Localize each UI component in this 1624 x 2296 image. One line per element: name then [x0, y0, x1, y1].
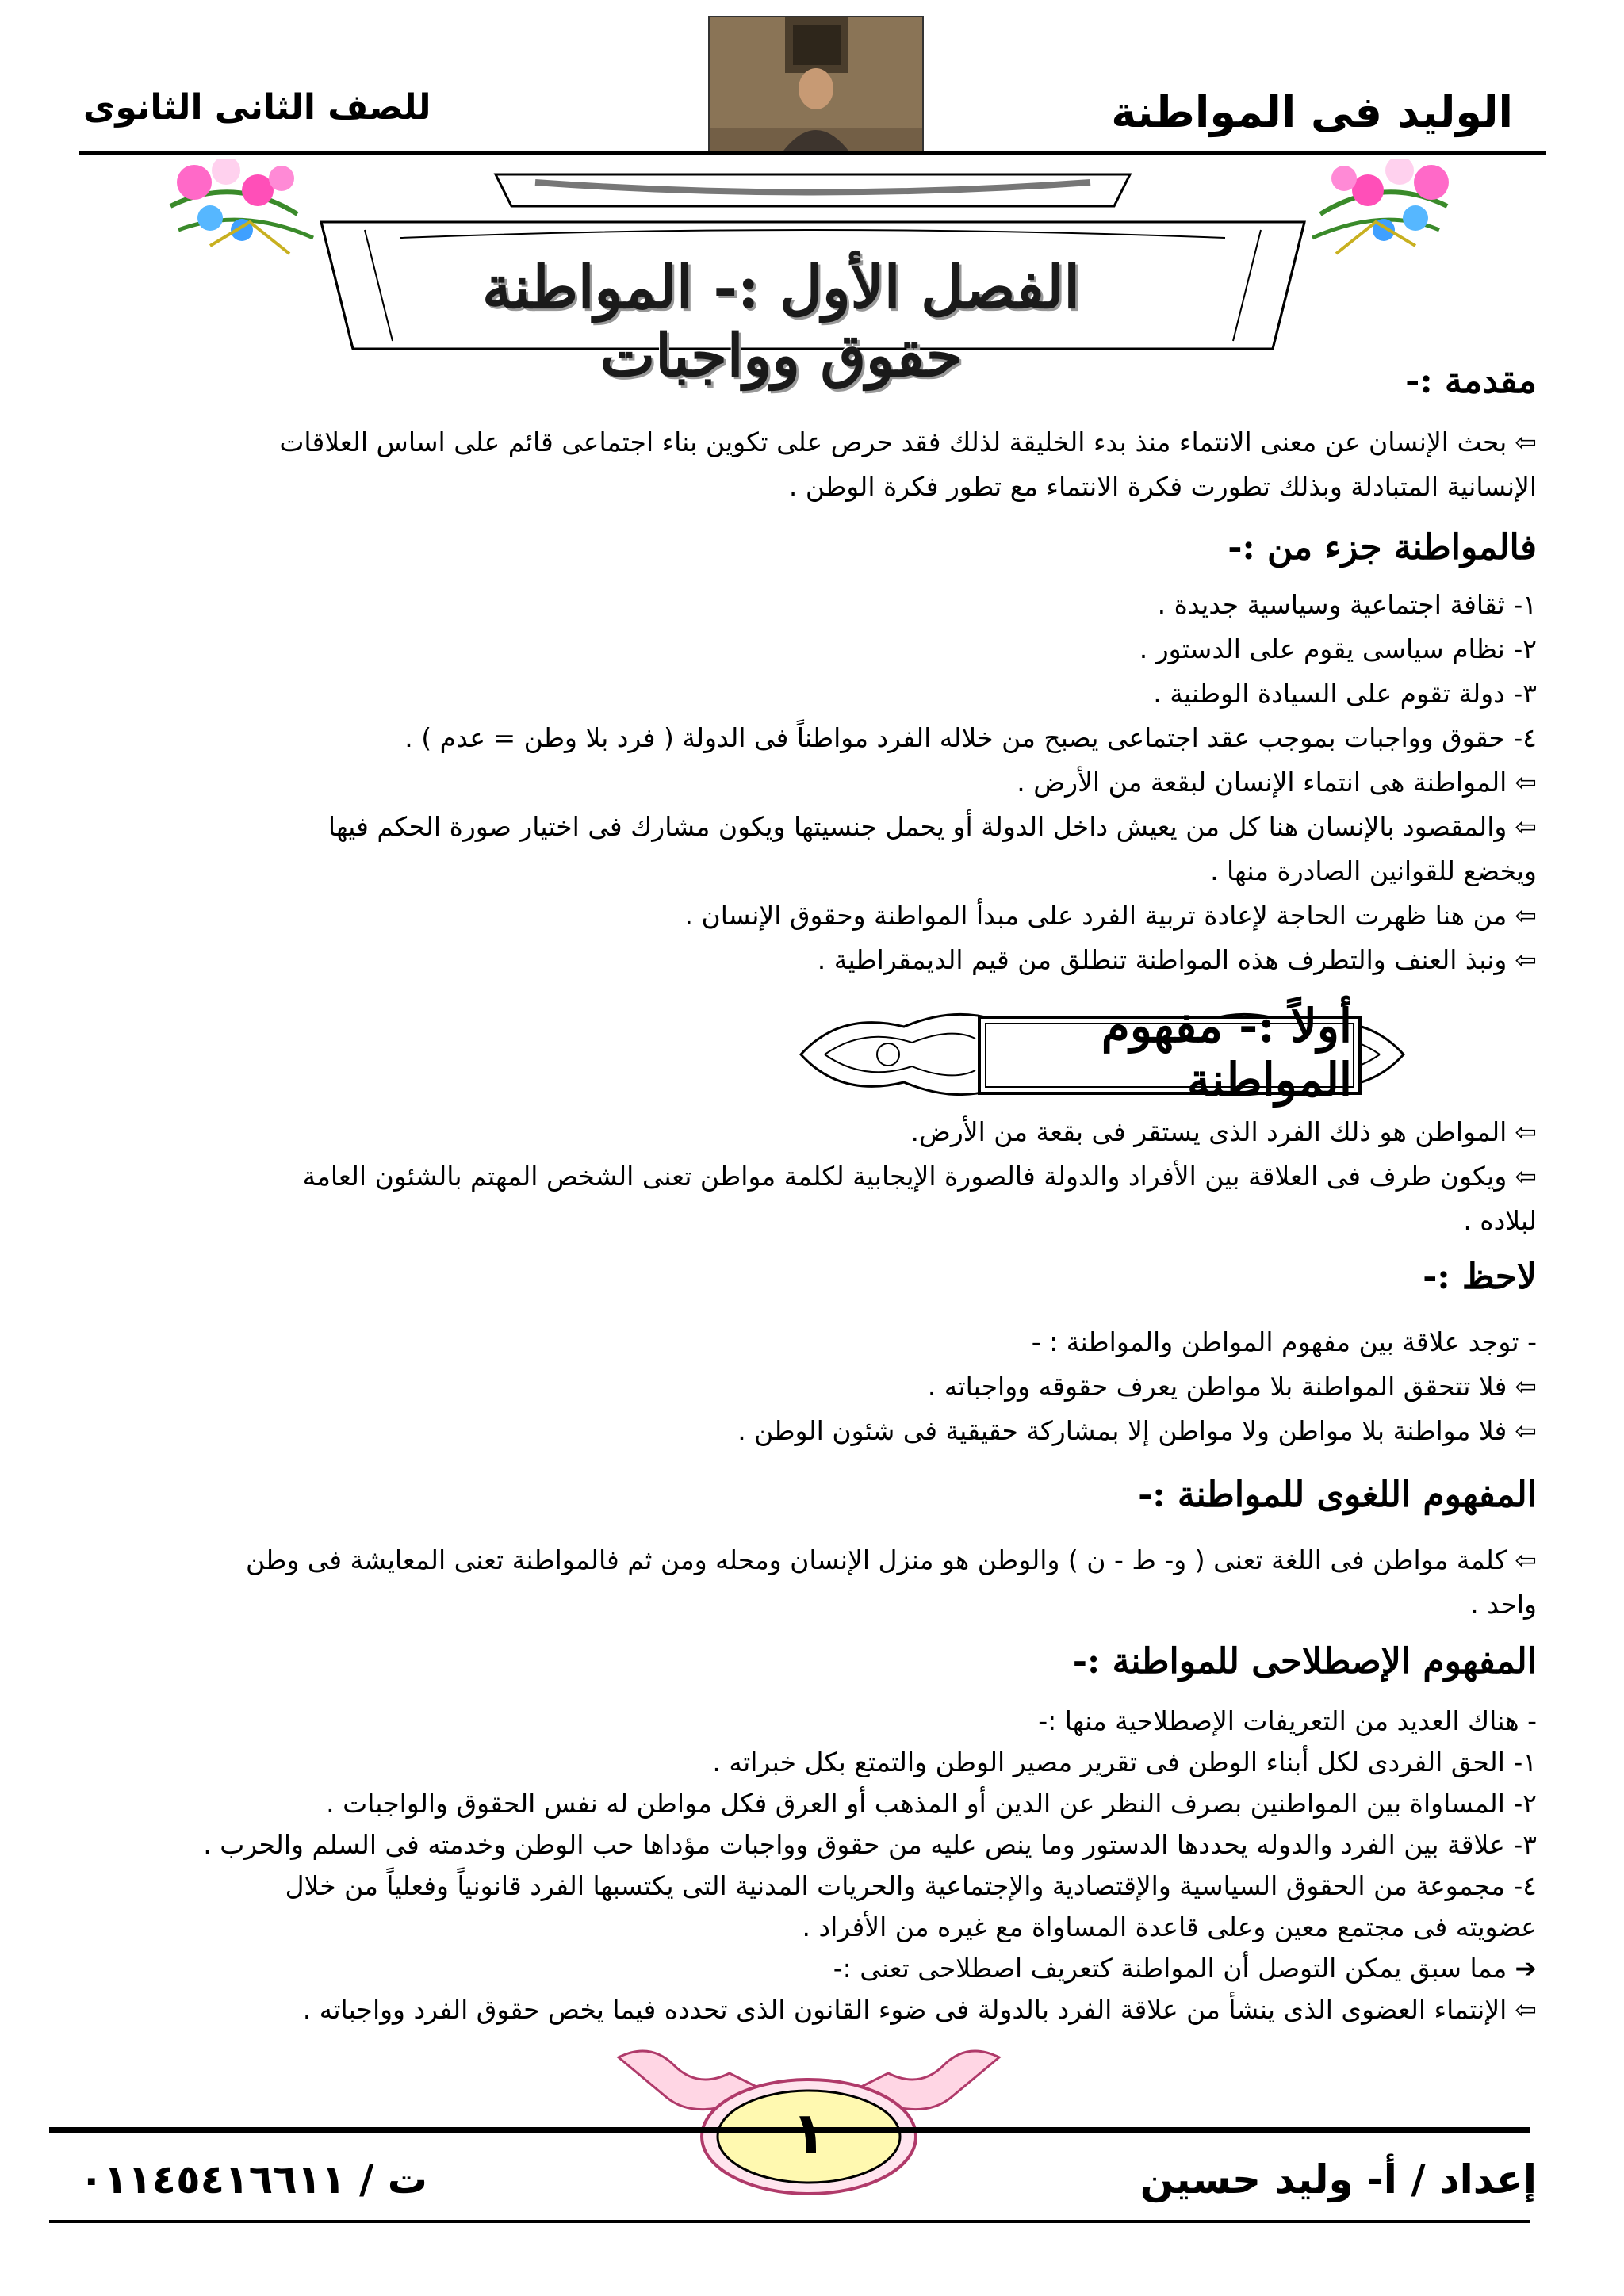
intro-heading: مقدمة :- — [1405, 361, 1537, 401]
part-of-list — [78, 583, 1537, 982]
arrow-bullet-icon: ⇦ — [1515, 1544, 1537, 1575]
list-item: ١- ثقافة اجتماعية وسياسية جديدة . — [1157, 589, 1537, 620]
list-item: ⇦كلمة مواطن فى اللغة تعنى ( و- ط - ن ) والوطن هو منزل الإنسان ومحله ومن ثم فالمواطنة تعنى المعايشة فى وطن — [245, 1544, 1537, 1575]
linguistic-heading: المفهوم اللغوى للمواطنة :- — [1138, 1475, 1537, 1515]
phone-number: ت / ٠١١٤٥٤١٦٦١١ — [79, 2156, 428, 2202]
list-item: - توجد علاقة بين مفهوم المواطن والمواطنة : - — [1031, 1326, 1537, 1357]
list-item: الإنسانية المتبادلة وبذلك تطورت فكرة الانتماء مع تطور فكرة الوطن . — [788, 471, 1537, 502]
arrow-bullet-icon: ⇦ — [1515, 900, 1537, 931]
author-photo — [708, 16, 924, 155]
list-item: ٤- مجموعة من الحقوق السياسية والإقتصادية والإجتماعية والحريات المدنية التى يكتسبها الفرد قانونياً وفعلياً من خلال — [285, 1870, 1537, 1901]
list-item: ⇦فلا تتحقق المواطنة بلا مواطن يعرف حقوقه وواجباته . — [927, 1371, 1537, 1402]
list-item: - هناك العديد من التعريفات الإصطلاحية منها :- — [1038, 1705, 1537, 1736]
list-item: واحد . — [1470, 1589, 1537, 1620]
list-item: ➔مما سبق يمكن التوصل أن المواطنة كتعريف اصطلاحى تعنى :- — [833, 1953, 1537, 1984]
list-item: ٤- حقوق وواجبات بموجب عقد اجتماعى يصبح من خلاله الفرد مواطناً فى الدولة ( فرد بلا وطن = عدم ) . — [404, 722, 1537, 753]
intro-paragraph — [78, 420, 1537, 509]
list-item: ⇦المواطنة هى انتماء الإنسان لبقعة من الأرض . — [1017, 767, 1537, 798]
arrow-bullet-icon: ⇦ — [1515, 1116, 1537, 1147]
arrow-bullet-icon: ⇦ — [1515, 427, 1537, 457]
list-item: ⇦فلا مواطنة بلا مواطن ولا مواطن إلا بمشاركة حقيقية فى شئون الوطن . — [737, 1415, 1537, 1446]
part-of-heading: فالمواطنة جزء من :- — [1228, 527, 1537, 568]
list-item: ١- الحق الفردى لكل أبناء الوطن فى تقرير مصير الوطن والتمتع بكل خبراته . — [712, 1747, 1537, 1777]
list-item: ⇦ويكون طرف فى العلاقة بين الأفراد والدولة فالصورة الإيجابية لكلمة مواطن تعنى الشخص المهتم بالشئون العامة — [302, 1161, 1537, 1192]
section-one-text — [78, 1110, 1537, 1243]
list-item: ٢- المساواة بين المواطنين بصرف النظر عن الدين أو المذهب أو العرق فكل مواطن له نفس الحقوق والواجبات . — [326, 1788, 1537, 1819]
grade-label: للصف الثانى الثانوى — [83, 87, 431, 128]
flower-bouquet-right-icon — [1312, 159, 1449, 254]
chapter-title: الفصل الأول :- المواطنة حقوق وواجبات — [482, 254, 1080, 390]
page-number: ١ — [791, 2099, 826, 2166]
list-item: عضويته فى مجتمع معين وعلى قاعدة المساواة مع غيره من الأفراد . — [802, 1911, 1537, 1942]
list-item: ⇦من هنا ظهرت الحاجة لإعادة تربية الفرد على مبدأ المواطنة وحقوق الإنسان . — [684, 900, 1537, 931]
terminological-heading: المفهوم الإصطلاحى للمواطنة :- — [1072, 1641, 1537, 1682]
list-item: ٢- نظام سياسى يقوم على الدستور . — [1139, 633, 1537, 664]
linguistic-text — [78, 1538, 1537, 1627]
note-heading: لاحظ :- — [1423, 1257, 1537, 1297]
arrow-bullet-icon: ⇦ — [1515, 767, 1537, 798]
list-item: لبلاده . — [1463, 1205, 1537, 1236]
list-item: ⇦والمقصود بالإنسان هنا كل من يعيش داخل الدولة أو يحمل جنسيتها ويكون مشارك فى اختيار صورة الحكم فيها — [327, 811, 1537, 842]
terminological-list — [78, 1701, 1537, 2030]
flower-bouquet-left-icon — [170, 159, 313, 254]
arrow-bullet-icon: ⇦ — [1515, 1161, 1537, 1192]
list-item: ٣- دولة تقوم على السيادة الوطنية . — [1153, 678, 1537, 709]
list-item: ويخضع للقوانين الصادرة منها . — [1210, 855, 1537, 886]
author-credit: إعداد / أ- وليد حسين — [1139, 2156, 1537, 2202]
header-rule — [79, 151, 1546, 155]
arrow-bullet-icon: ⇦ — [1515, 944, 1537, 975]
list-item: ⇦الإنتماء العضوى الذى ينشأ من علاقة الفرد بالدولة فى ضوء القانون الذى تحدده فيما يخص حقوق الفرد وواجباته . — [302, 1994, 1537, 2025]
footer-rule-bottom — [49, 2220, 1530, 2223]
list-item: ⇦بحث الإنسان عن معنى الانتماء منذ بدء الخليقة لذلك فقد حرص على تكوين بناء اجتماعى قائم على اساس العلاقات — [279, 427, 1537, 457]
arrow-bullet-icon: ⇦ — [1515, 1415, 1537, 1446]
arrow-bullet-icon: ⇦ — [1515, 1994, 1537, 2025]
list-item: ٣- علاقة بين الفرد والدوله يحددها الدستور وما ينص عليه من حقوق وواجبات مؤداها حب الوطن وخدمته فى السلم والحرب . — [203, 1829, 1537, 1860]
arrow-bullet-icon: ⇦ — [1515, 1371, 1537, 1402]
right-arrow-icon: ➔ — [1515, 1953, 1537, 1984]
list-item: ⇦ونبذ العنف والتطرف هذه المواطنة تنطلق من قيم الديمقراطية . — [817, 944, 1537, 975]
document-title: الوليد فى المواطنة — [1111, 87, 1513, 137]
section-title: أولاً :- مفهوم المواطنة — [1101, 999, 1352, 1107]
note-list — [78, 1320, 1537, 1453]
list-item: ⇦المواطن هو ذلك الفرد الذى يستقر فى بقعة من الأرض. — [910, 1116, 1537, 1147]
arrow-bullet-icon: ⇦ — [1515, 811, 1537, 842]
